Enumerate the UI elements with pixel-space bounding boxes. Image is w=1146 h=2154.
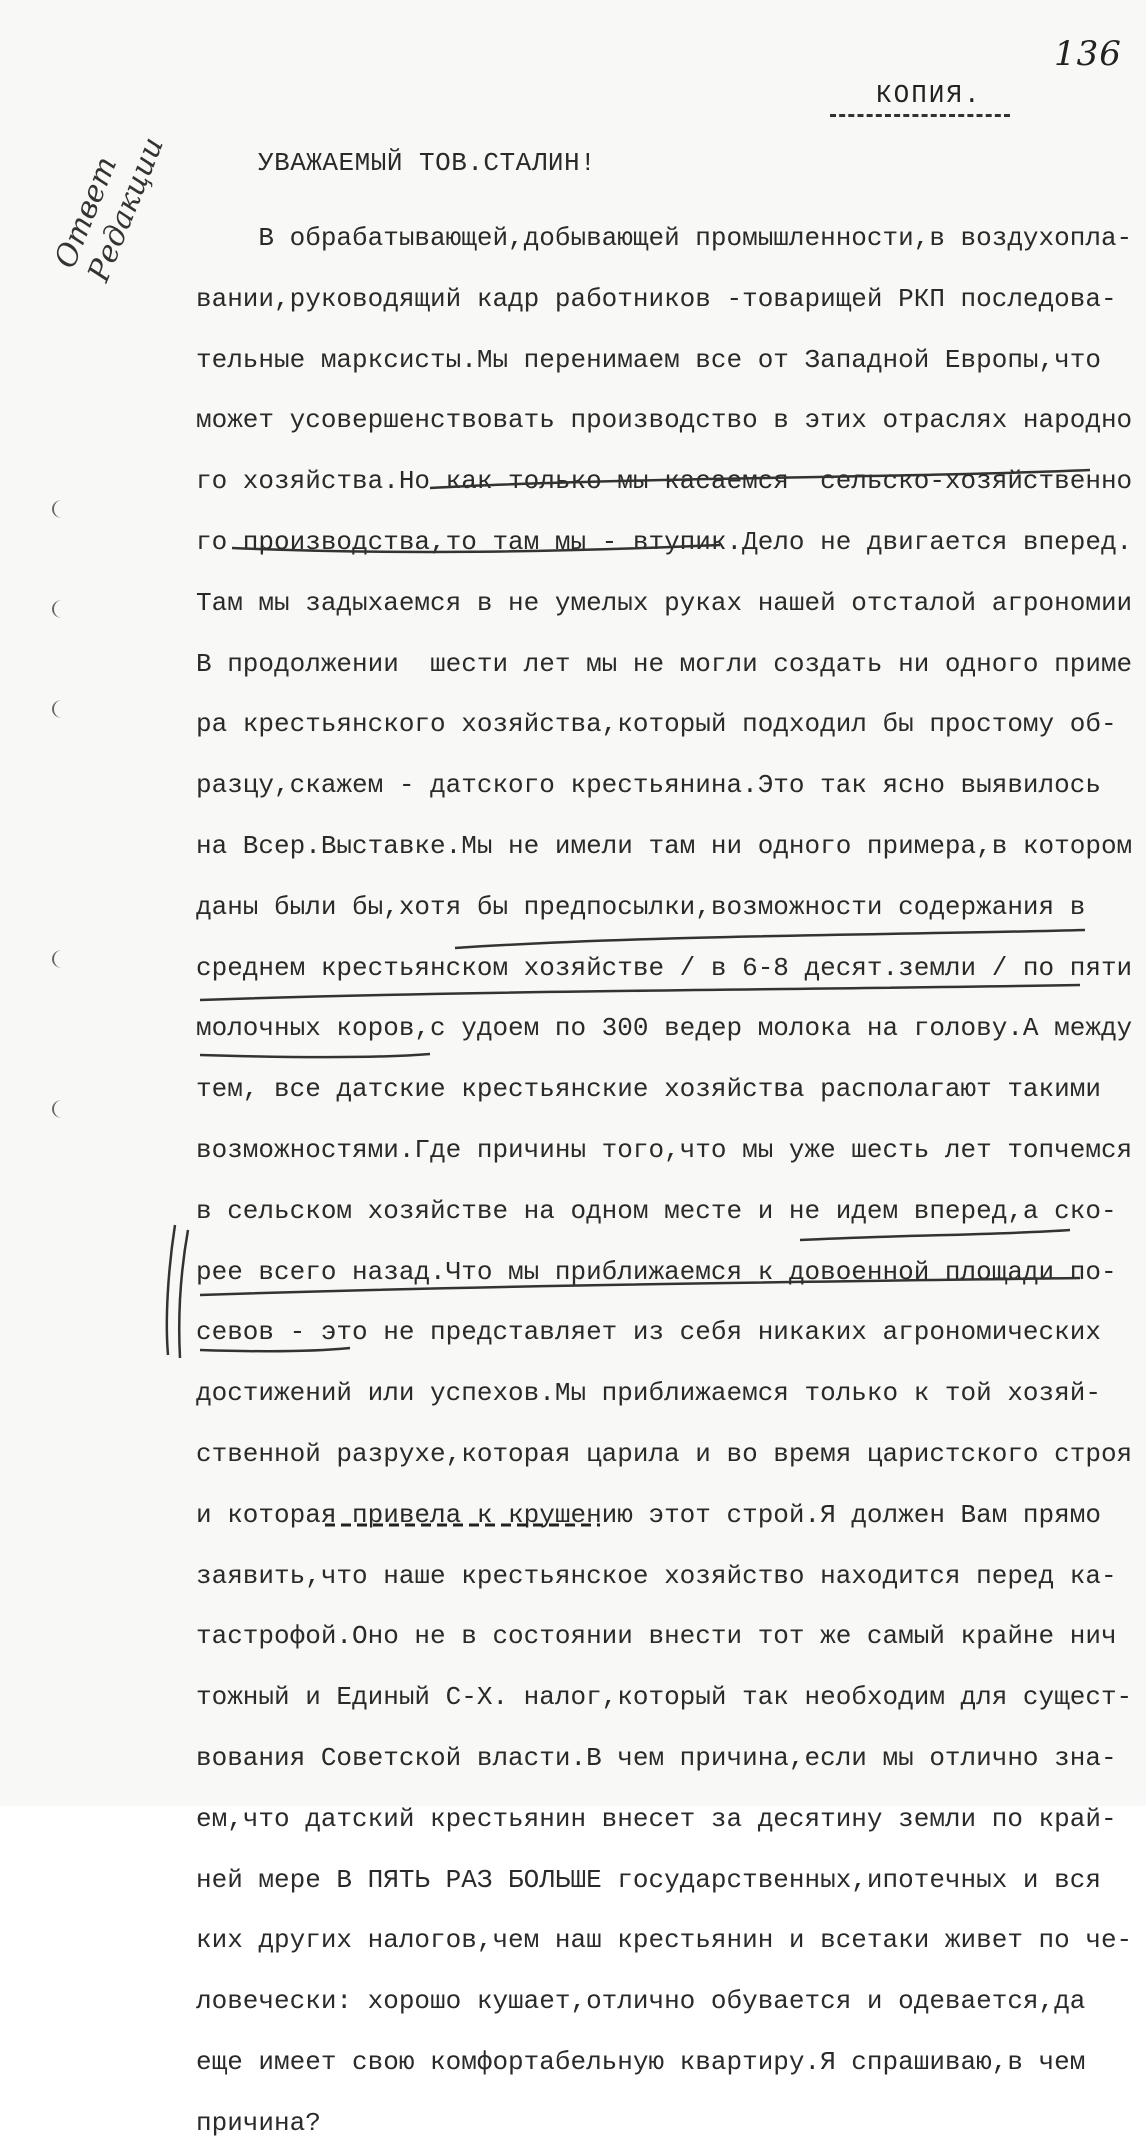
text-line: на Всер.Выставке.Мы не имели там ни одного примера,в котором: [196, 830, 1133, 861]
text-line: ких других налогов,чем наш крестьянин и всетаки живет по че-: [196, 1925, 1133, 1956]
salutation: УВАЖАЕМЫЙ ТОВ.СТАЛИН!: [258, 148, 597, 178]
punch-hole-mark: [52, 600, 72, 618]
text-line: молочных коров,с удоем по 300 ведер молока на голову.А между: [196, 1013, 1133, 1044]
text-line: ем,что датский крестьянин внесет за десятину земли по край-: [196, 1803, 1117, 1834]
text-line: даны были бы,хотя бы предпосылки,возможности содержания в: [196, 891, 1086, 922]
text-line: севов - это не представляет из себя никаких агрономических: [196, 1317, 1101, 1348]
text-line: заявить,что наше крестьянское хозяйство находится перед ка-: [196, 1560, 1117, 1591]
text-line: тастрофой.Оно не в состоянии внести тот же самый крайне нич: [196, 1621, 1117, 1652]
text-line: го производства,то там мы - втупик.Дело не двигается вперед.: [196, 526, 1133, 557]
text-line: В продолжении шести лет мы не могли создать ни одного приме: [196, 648, 1133, 679]
text-line: рее всего назад.Что мы приближаемся к довоенной площади по-: [196, 1256, 1117, 1287]
text-line: В обрабатывающей,добывающей промышленности,в воздухопла-: [196, 223, 1133, 253]
text-line: тем, все датские крестьянские хозяйства располагают такими: [196, 1074, 1101, 1105]
text-line: причина?: [196, 2107, 321, 2138]
text-line: в сельском хозяйстве на одном месте и не идем вперед,а ско-: [196, 1195, 1117, 1226]
text-line: ней мере В ПЯТЬ РАЗ БОЛЬШЕ государственных,ипотечных и вся: [196, 1864, 1101, 1895]
text-line: ственной разрухе,которая царила и во время царистского строя: [196, 1438, 1133, 1469]
text-line: го хозяйства.Но как только мы касаемся сельско-хозяйственно: [196, 466, 1133, 497]
text-line: разцу,скажем - датского крестьянина.Это так ясно выявилось: [196, 770, 1101, 801]
punch-hole-mark: [52, 500, 72, 518]
text-line: достижений или успехов.Мы приближаемся только к той хозяй-: [196, 1378, 1101, 1409]
margin-handwritten-note: Ответ Редакции: [48, 132, 171, 287]
text-line: еще имеет свою комфортабельную квартиру.Я спрашиваю,в чем: [196, 2046, 1086, 2077]
text-line: тожный и Единый С-Х. налог,который так необходим для сущест-: [196, 1682, 1133, 1713]
text-line: Там мы задыхаемся в не умелых руках нашей отсталой агрономии: [196, 587, 1133, 618]
letter-body: [196, 208, 1132, 2154]
text-line: тельные марксисты.Мы перенимаем все от Западной Европы,что: [196, 344, 1101, 375]
punch-hole-mark: [52, 1100, 72, 1118]
text-line: вании,руководящий кадр работников -товарищей РКП последова-: [196, 283, 1117, 314]
copy-underline: [830, 114, 1010, 117]
text-line: ра крестьянского хозяйства,который подходил бы простому об-: [196, 709, 1117, 740]
text-line: и которая привела к крушению этот строй.Я должен Вам прямо: [196, 1499, 1101, 1530]
text-line: среднем крестьянском хозяйстве / в 6-8 десят.земли / по пяти: [196, 952, 1133, 983]
text-line: возможностями.Где причины того,что мы уже шесть лет топчемся: [196, 1134, 1133, 1165]
punch-hole-mark: [52, 950, 72, 968]
copy-label: КОПИЯ.: [876, 80, 982, 110]
text-line: ловечески: хорошо кушает,отлично обувается и одевается,да: [196, 1986, 1086, 2017]
folio-number: 136: [1054, 34, 1122, 74]
text-line: может усовершенствовать производство в этих отраслях народно: [196, 405, 1133, 436]
text-line: вования Советской власти.В чем причина,если мы отлично зна-: [196, 1742, 1117, 1773]
punch-hole-mark: [52, 700, 72, 718]
